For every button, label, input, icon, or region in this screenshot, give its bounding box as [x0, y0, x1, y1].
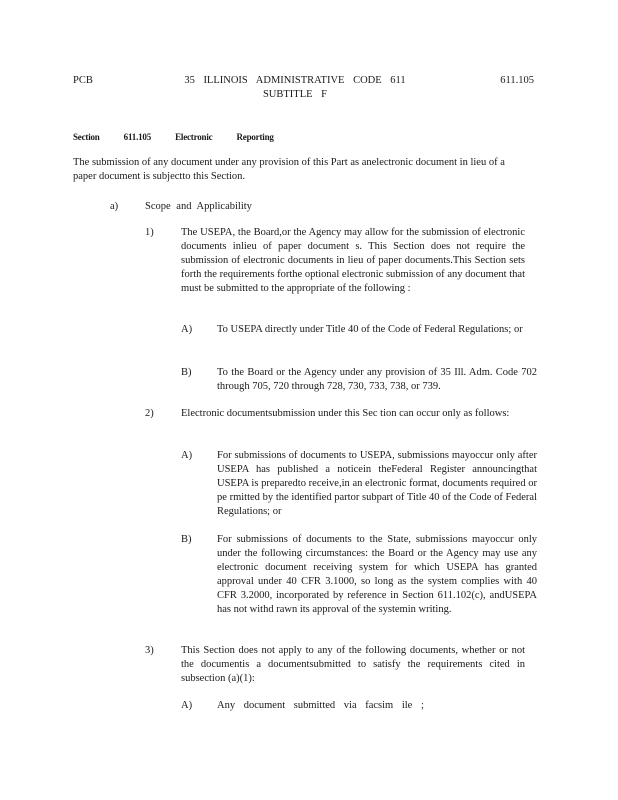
paragraph-2B-label: B) [181, 534, 192, 545]
paragraph-2A-text: For submissions of documents to USEPA, submissions mayoccur only after USEPA has published a noticein theFederal Register announcingthat USEPA is preparedto receive,in an electronic format, documents required or pe rmitted by the identified partor subpart of Title 40 of the Code of Federal Regulations; or [217, 450, 537, 517]
header-subtitle-line: SUBTITLE F [262, 89, 328, 100]
header-code-line: 35 ILLINOIS ADMINISTRATIVE CODE 611 [184, 75, 406, 86]
paragraph-2B-text: For submissions of documents to the State, submissions mayoccur only under the following circumstances: the Board or the Agency may use any electronic document receiving system for which USEPA has granted approval under 40 CFR 3.1000, so long as the system complies with 40 CFR 3.2000, incorporated by reference in Section 611.102(c), andUSEPA has not withd rawn its approval of the systemin writing. [217, 534, 537, 615]
paragraph-1-label: 1) [145, 227, 154, 238]
paragraph-1B-text: To the Board or the Agency under any provision of 35 Ill. Adm. Code 702 through 705, 720 through 728, 730, 733, 738, or 739. [217, 367, 537, 392]
section-heading-word1: Electronic [175, 132, 213, 142]
header-agency: PCB [73, 75, 93, 86]
paragraph-2-label: 2) [145, 408, 154, 419]
subsection-a-label: a) [110, 201, 119, 212]
paragraph-3A-text: Any document submitted via facsim ile ; [217, 700, 424, 711]
section-heading-word2: Reporting [236, 132, 274, 142]
header-section-number: 611.105 [500, 75, 534, 86]
paragraph-2-text: Electronic documentsubmission under this Sec tion can occur only as follows: [181, 408, 510, 419]
paragraph-3-label: 3) [145, 645, 154, 656]
paragraph-3-text: This Section does not apply to any of the following documents, whether or not the documentis a documentsubmitted to satisfy the requirements cited in subsection (a)(1): [181, 645, 525, 684]
paragraph-2A-label: A) [181, 450, 193, 461]
paragraph-1A-text: To USEPA directly under Title 40 of the Code of Federal Regulations; or [217, 324, 523, 335]
paragraph-3A-label: A) [181, 700, 193, 711]
paragraph-1-text: The USEPA, the Board,or the Agency may allow for the submission of electronic documents inlieu of paper document s. This Section does not require the submission of electronic documents in lieu of paper documents.This Section sets forth the requirements forthe optional electronic submission of any document that must be submitted to the appropriate of the following : [181, 227, 525, 294]
intro-paragraph: The submission of any document under any provision of this Part as anelectronic document in lieu of a paper document is subjectto this Section. [73, 157, 505, 182]
paragraph-1B-label: B) [181, 367, 192, 378]
section-heading-number: 611.105 [123, 132, 152, 142]
section-heading-label: Section [73, 132, 100, 142]
section-heading [73, 130, 296, 144]
subsection-a-title: Scope and Applicability [145, 201, 252, 212]
header-code-title [160, 74, 430, 102]
paragraph-1A-label: A) [181, 324, 193, 335]
